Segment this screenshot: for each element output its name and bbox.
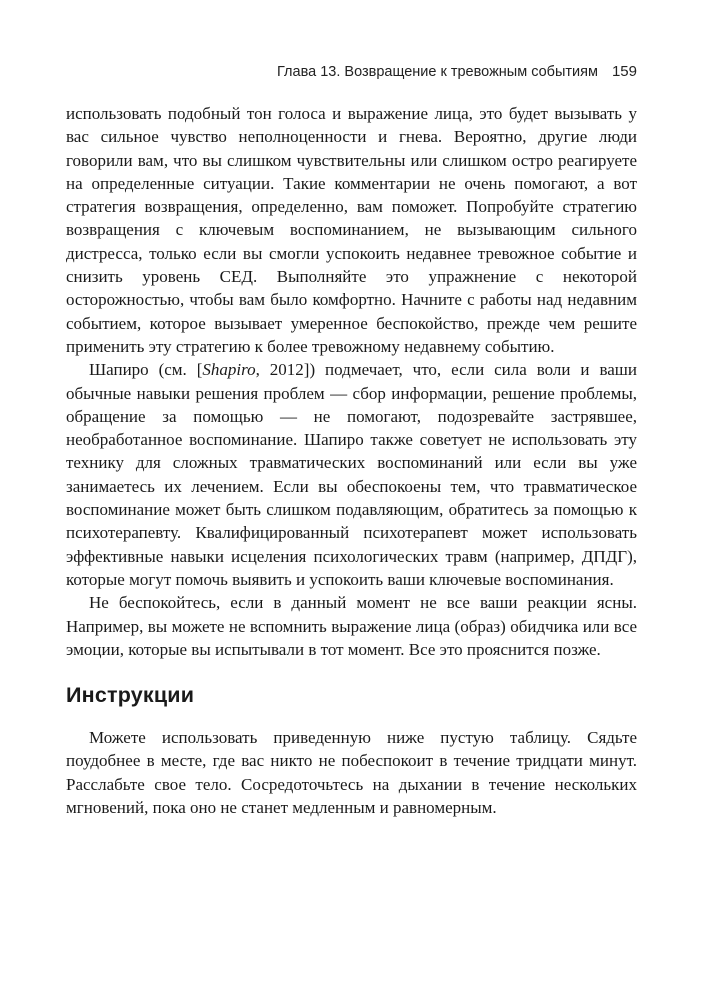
section-heading: Инструкции xyxy=(66,683,195,708)
page-number: 159 xyxy=(611,63,637,80)
paragraph-shapiro xyxy=(66,358,637,591)
paragraph-shapiro-after: , 2012]) подмечает, что, если сила воли и ваши обычные навыки решения проблем — сбор информации, решение проблемы, обращение за помощью — не помогают, подозревайте застрявшее, необработанное воспоминание. Шапиро также советует не использовать эту технику для сложных травматических воспоминаний или если вы уже занимаетесь их лечением. Если вы обеспокоены тем, что травматическое воспоминание может быть слишком подавляющим, обратитесь за помощью к психотерапевту. Квалифицированный психотерапевт может использовать эффективные навыки исцеления психологических травм (например, ДПДГ), которые могут помочь выявить и успокоить ваши ключевые воспоминания. xyxy=(66,360,637,589)
citation-author: Shapiro xyxy=(202,360,256,380)
running-header xyxy=(66,63,637,80)
body-text xyxy=(66,102,637,819)
chapter-title: Глава 13. Возвращение к тревожным событиям xyxy=(277,64,598,80)
instructions-paragraph: Можете использовать приведенную ниже пустую таблицу. Сядьте поудобнее в месте, где вас никто не побеспокоит в течение тридцати минут. Расслабьте свое тело. Сосредоточьтесь на дыхании в течение нескольких мгновений, пока оно не станет медленным и равномерным. xyxy=(66,728,637,818)
paragraph-reactions: Не беспокойтесь, если в данный момент не все ваши реакции ясны. Например, вы можете не вспомнить выражение лица (образ) обидчика или все эмоции, которые вы испытывали в тот момент. Все это прояснится позже. xyxy=(66,593,637,659)
paragraph-shapiro-before: Шапиро (см. [ xyxy=(89,360,203,380)
paragraph-continuation: использовать подобный тон голоса и выражение лица, это будет вызывать у вас сильное чувство неполноценности и гнева. Вероятно, другие люди говорили вам, что вы слишком чувствительны или слишком остро реагируете на определенные ситуации. Такие комментарии не очень помогают, а вот стратегия возвращения, определенно, вам поможет. Попробуйте стратегию возвращения с ключевым воспоминанием, не вызывающим сильного дистресса, только если вы смогли успокоить недавнее тревожное событие и снизить уровень СЕД. Выполняйте это упражнение с некоторой осторожностью, чтобы вам было комфортно. Начните с работы над недавним событием, которое вызывает умеренное беспокойство, прежде чем решите применить эту стратегию к более тревожному недавнему событию. xyxy=(66,104,637,356)
